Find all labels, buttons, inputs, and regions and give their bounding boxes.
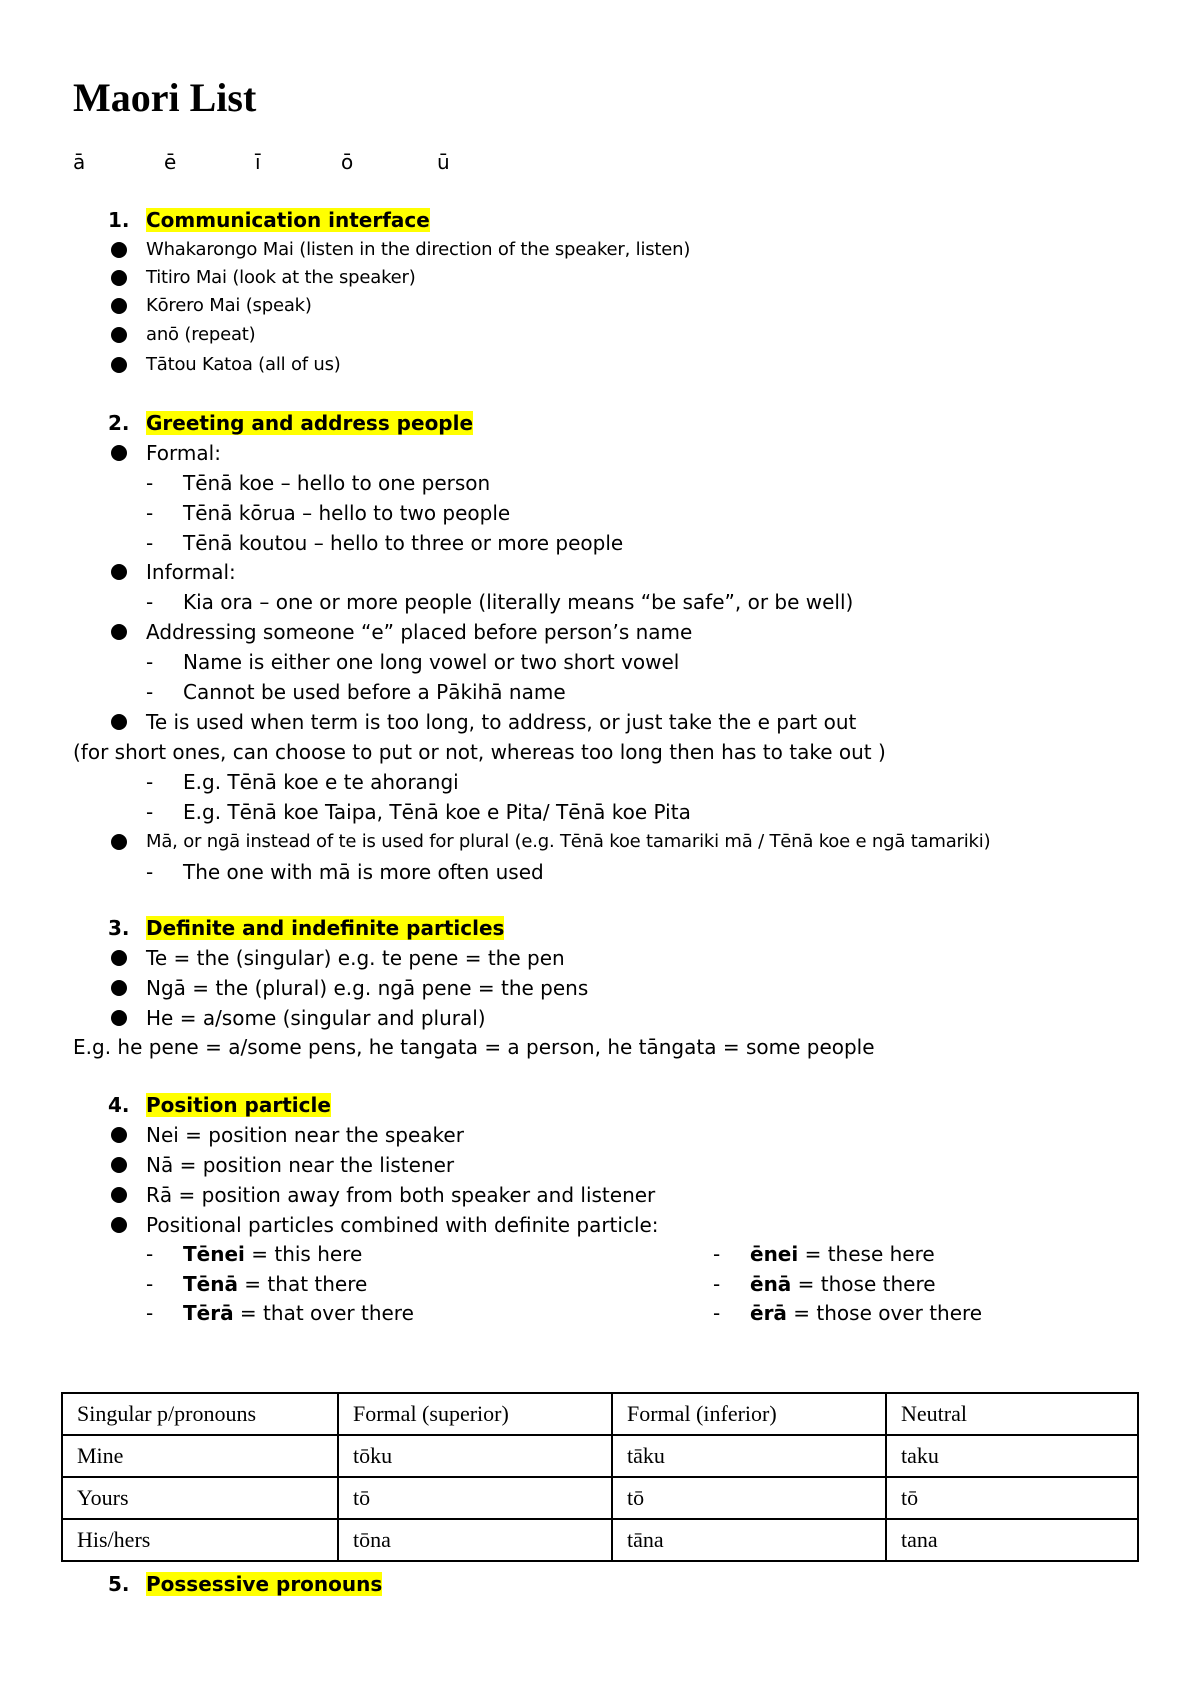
position-item-right (750, 1271, 936, 1297)
dash-icon: - (713, 1242, 721, 1266)
dash-icon: - (713, 1272, 721, 1296)
bullet-icon (111, 980, 127, 996)
list-item: Kia ora – one or more people (literally means “be safe”, or be well) (183, 590, 854, 614)
plural-label: Mā, or ngā instead of te is used for plural (e.g. Tēnā koe tamariki mā / Tēnā koe e ngā tamariki) (146, 831, 991, 852)
position-meaning: = this here (244, 1242, 363, 1266)
vowel-a: ā (73, 150, 86, 174)
dash-icon: - (146, 1272, 154, 1296)
dash-icon: - (713, 1301, 721, 1325)
dash-icon: - (146, 650, 154, 674)
table-row (62, 1477, 1138, 1519)
vowel-e: ē (164, 150, 177, 174)
list-item: Tātou Katoa (all of us) (146, 354, 341, 375)
position-term: Tēnei (183, 1242, 245, 1266)
list-item: Nei = position near the speaker (146, 1123, 464, 1147)
section-number: 4. (108, 1093, 130, 1117)
table-header-row (62, 1393, 1138, 1435)
table-cell: tō (886, 1477, 1138, 1519)
position-term: ērā (750, 1301, 787, 1325)
list-item: Whakarongo Mai (listen in the direction of the speaker, listen) (146, 239, 691, 260)
table-header-cell: Formal (inferior) (612, 1393, 886, 1435)
table-cell: tāku (612, 1435, 886, 1477)
section-title: Definite and indefinite particles (146, 916, 505, 940)
section-heading-4 (108, 1092, 331, 1118)
section-note: E.g. he pene = a/some pens, he tangata = a person, he tāngata = some people (73, 1035, 875, 1059)
dash-icon: - (146, 590, 154, 614)
list-item: Ngā = the (plural) e.g. ngā pene = the pens (146, 976, 589, 1000)
list-item: Kōrero Mai (speak) (146, 295, 312, 316)
section-title: Position particle (146, 1093, 331, 1117)
list-item: E.g. Tēnā koe e te ahorangi (183, 770, 459, 794)
bullet-icon (111, 834, 127, 850)
dash-icon: - (146, 860, 154, 884)
formal-label: Formal: (146, 441, 221, 465)
list-item: Te = the (singular) e.g. te pene = the pen (146, 946, 565, 970)
te-note: (for short ones, can choose to put or not, whereas too long then has to take out ) (73, 740, 886, 764)
bullet-icon (111, 445, 127, 461)
dash-icon: - (146, 501, 154, 525)
table-cell: His/hers (62, 1519, 338, 1561)
table-header-cell: Neutral (886, 1393, 1138, 1435)
list-item: Rā = position away from both speaker and listener (146, 1183, 656, 1207)
list-item: Tēnā koutou – hello to three or more people (183, 531, 624, 555)
bullet-icon (111, 714, 127, 730)
position-meaning: = that there (237, 1272, 368, 1296)
table-cell: tō (612, 1477, 886, 1519)
bullet-icon (111, 1010, 127, 1026)
section-heading-1 (108, 207, 430, 233)
section-number: 3. (108, 916, 130, 940)
position-item-left (183, 1300, 414, 1326)
bullet-icon (111, 1127, 127, 1143)
addressing-label: Addressing someone “e” placed before person’s name (146, 620, 693, 644)
section-heading-3 (108, 915, 504, 941)
dash-icon: - (146, 770, 154, 794)
bullet-icon (111, 1217, 127, 1233)
section-title: Greeting and address people (146, 411, 474, 435)
table-header-cell: Singular p/pronouns (62, 1393, 338, 1435)
position-meaning: = these here (798, 1242, 935, 1266)
informal-label: Informal: (146, 560, 236, 584)
vowel-i: ī (255, 150, 261, 174)
position-meaning: = those over there (786, 1301, 983, 1325)
section-title: Communication interface (146, 208, 430, 232)
list-item: Nā = position near the listener (146, 1153, 455, 1177)
list-item: Cannot be used before a Pākihā name (183, 680, 566, 704)
vowel-o: ō (341, 150, 354, 174)
dash-icon: - (146, 1242, 154, 1266)
bullet-icon (111, 950, 127, 966)
section-title: Possessive pronouns (146, 1572, 383, 1596)
dash-icon: - (146, 471, 154, 495)
section-number: 1. (108, 208, 130, 232)
te-label: Te is used when term is too long, to address, or just take the e part out (146, 710, 857, 734)
list-item: Titiro Mai (look at the speaker) (146, 267, 416, 288)
position-meaning: = that over there (233, 1301, 414, 1325)
list-item: Name is either one long vowel or two short vowel (183, 650, 680, 674)
table-header-cell: Formal (superior) (338, 1393, 612, 1435)
position-meaning: = those there (791, 1272, 936, 1296)
bullet-icon (111, 357, 127, 373)
position-item-right (750, 1300, 982, 1326)
list-item: Tēnā koe – hello to one person (183, 471, 491, 495)
possessive-pronoun-table (61, 1392, 1139, 1562)
table-cell: Mine (62, 1435, 338, 1477)
position-term: ēnā (750, 1272, 792, 1296)
table-row (62, 1435, 1138, 1477)
list-item: The one with mā is more often used (183, 860, 544, 884)
table-cell: tōna (338, 1519, 612, 1561)
table-cell: tana (886, 1519, 1138, 1561)
dash-icon: - (146, 680, 154, 704)
table-cell: tō (338, 1477, 612, 1519)
dash-icon: - (146, 531, 154, 555)
bullet-icon (111, 564, 127, 580)
position-item-left (183, 1241, 362, 1267)
bullet-icon (111, 327, 127, 343)
position-term: Tēnā (183, 1272, 238, 1296)
table-row (62, 1519, 1138, 1561)
vowel-u: ū (437, 150, 450, 174)
section-heading-2 (108, 410, 473, 436)
table-cell: tāna (612, 1519, 886, 1561)
section-heading-5 (108, 1571, 382, 1597)
position-term: Tērā (183, 1301, 234, 1325)
section-number: 2. (108, 411, 130, 435)
table-cell: Yours (62, 1477, 338, 1519)
bullet-icon (111, 270, 127, 286)
page-title: Maori List (73, 75, 257, 120)
table-cell: taku (886, 1435, 1138, 1477)
list-item: Tēnā kōrua – hello to two people (183, 501, 511, 525)
bullet-icon (111, 624, 127, 640)
bullet-icon (111, 1187, 127, 1203)
position-item-left (183, 1271, 367, 1297)
dash-icon: - (146, 800, 154, 824)
bullet-icon (111, 1157, 127, 1173)
list-item: Positional particles combined with definite particle: (146, 1213, 659, 1237)
list-item: E.g. Tēnā koe Taipa, Tēnā koe e Pita/ Tēnā koe Pita (183, 800, 691, 824)
bullet-icon (111, 298, 127, 314)
list-item: anō (repeat) (146, 324, 256, 345)
position-item-right (750, 1241, 935, 1267)
dash-icon: - (146, 1301, 154, 1325)
bullet-icon (111, 242, 127, 258)
table-cell: tōku (338, 1435, 612, 1477)
list-item: He = a/some (singular and plural) (146, 1006, 486, 1030)
section-number: 5. (108, 1572, 130, 1596)
position-term: ēnei (750, 1242, 799, 1266)
